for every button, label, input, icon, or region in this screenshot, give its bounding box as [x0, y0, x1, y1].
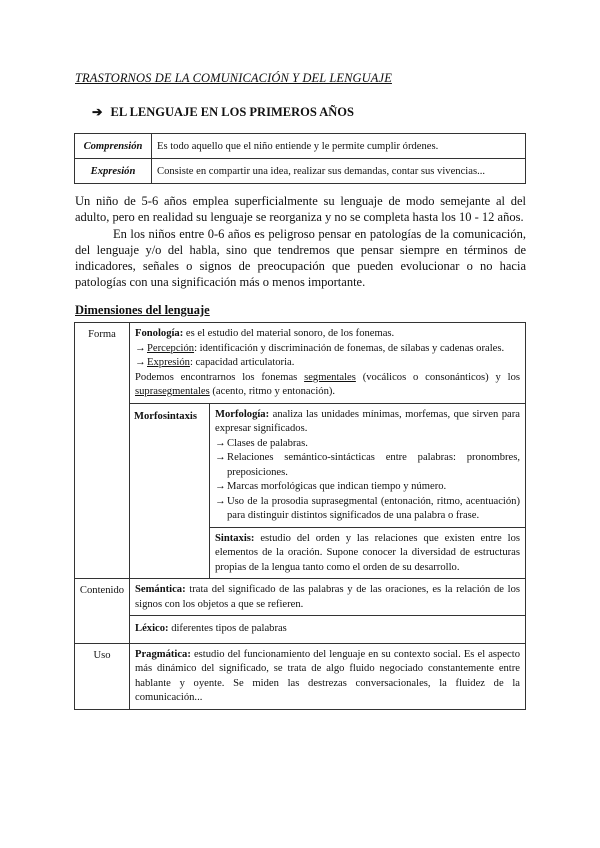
list-item [215, 495, 520, 524]
table-row [75, 403, 526, 527]
list-item [215, 451, 520, 480]
list-item-text: Relaciones semántico-sintácticas entre palabras: pronombres, preposiciones. [227, 452, 520, 478]
morfologia-definition [215, 408, 520, 437]
table-row [75, 159, 526, 184]
fonemas-text [135, 371, 520, 400]
dimensions-title: Dimensiones del lenguaje [75, 303, 210, 317]
definition-text: Consiste en compartir una idea, realizar sus demandas, contar sus vivencias... [152, 159, 526, 184]
list-item-text [147, 342, 520, 357]
arrow-right-icon: → [215, 452, 226, 463]
text-run: Podemos encontrarnos los fonemas [135, 371, 305, 383]
term-lexico: Léxico: [135, 623, 169, 634]
morfologia-text: analiza las unidades mínimas, morfemas, que sirven para expresar significados. [215, 408, 520, 434]
definition-term: Comprensión [75, 134, 152, 159]
table-row [75, 323, 526, 404]
expresion-text: : capacidad articulatoria. [189, 357, 295, 368]
dimension-label-contenido: Contenido [75, 579, 130, 644]
sub-label-morfosintaxis: Morfosintaxis [130, 403, 210, 579]
sintaxis-text: estudio del orden y las relaciones que existen entre los elementos de la oración. Supone conocer la diversidad de estructuras propias de la lengua tanto como el orden de su desarrollo. [215, 532, 520, 573]
definition-text: Es todo aquello que el niño entiende y le permite cumplir órdenes. [152, 134, 526, 159]
document-title: TRASTORNOS DE LA COMUNICACIÓN Y DEL LENGUAJE [75, 71, 392, 85]
arrow-right-icon: → [135, 342, 146, 354]
list-item [215, 480, 520, 495]
table-row [75, 643, 526, 709]
term-fonologia: Fonología: [135, 328, 184, 339]
table-row [75, 579, 526, 616]
text-run: (vocálicos o consonánticos) y los [355, 371, 521, 383]
list-item-text: Marcas morfológicas que indican tiempo y número. [227, 481, 447, 492]
paragraph: En los niños entre 0-6 años es peligroso pensar en patologías de la comunicación, del lenguaje y/o del habla, sino que tendremos que pensar siempre en términos de indicadores, señales o signos de preocupación que pueden evolucionar o no hacia patologías con una significación más o menos importante. [75, 227, 526, 289]
arrow-right-icon: → [215, 481, 226, 492]
list-item-text: Clases de palabras. [227, 437, 308, 449]
definitions-table [74, 133, 526, 184]
semantica-cell [130, 579, 526, 616]
dimension-label-uso: Uso [75, 643, 130, 709]
fonologia-text: es el estudio del material sonoro, de los fonemas. [183, 328, 395, 339]
term-morfologia: Morfología: [215, 408, 270, 420]
arrow-right-icon: ➔ [92, 105, 103, 119]
arrow-right-icon: → [135, 357, 146, 368]
percepcion-text: : identificación y discriminación de fonemas, de sílabas y cadenas orales. [194, 342, 505, 354]
lexico-text: diferentes tipos de palabras [168, 623, 287, 634]
dimensions-table [74, 322, 526, 710]
dimension-label-forma: Forma [75, 323, 130, 579]
list-item-text: Uso de la prosodia suprasegmental (entonación, ritmo, acentuación) para distinguir distintos significados de una palabra o frase. [227, 495, 520, 521]
list-item [215, 437, 520, 452]
term-sintaxis: Sintaxis: [215, 532, 255, 544]
term-segmentales: segmentales [304, 371, 356, 383]
list-item [135, 356, 520, 371]
list-item-text [147, 356, 520, 371]
text-run: (acento, ritmo y entonación). [209, 386, 336, 397]
fonologia-definition [135, 327, 520, 342]
section-heading-text: EL LENGUAJE EN LOS PRIMEROS AÑOS [110, 105, 354, 119]
arrow-right-icon: → [215, 437, 226, 449]
term-pragmatica: Pragmática: [135, 648, 191, 660]
table-row [75, 616, 526, 644]
fonologia-cell [130, 323, 526, 404]
sintaxis-cell [210, 527, 526, 579]
list-item [135, 342, 520, 357]
table-row [75, 134, 526, 159]
definition-term: Expresión [75, 159, 152, 184]
semantica-text: trata del significado de las palabras y de las oraciones, es la relación de los signos con los objetos a que se refieren. [135, 584, 520, 610]
term-semantica: Semántica: [135, 584, 186, 595]
morfologia-cell [210, 403, 526, 527]
section-heading [92, 104, 354, 120]
term-percepcion: Percepción [147, 342, 195, 354]
term-suprasegmentales: suprasegmentales [135, 386, 210, 397]
lexico-cell [130, 616, 526, 644]
pragmatica-text: estudio del funcionamiento del lenguaje en su contexto social. Es el aspecto más dinámico del significado, se trata de algo fluido negociado constantemente entre hablante y oyente. Se miden las destrezas conversacionales, la fluidez de la comunicación... [135, 648, 520, 703]
arrow-right-icon: → [215, 495, 226, 507]
paragraph: Un niño de 5-6 años emplea superficialmente su lenguaje de modo semejante al del adulto, pero en realidad su lenguaje se reorganiza y no se completa hasta los 10 - 12 años. [75, 194, 526, 224]
term-expresion: Expresión [147, 357, 190, 368]
pragmatica-cell [130, 643, 526, 709]
